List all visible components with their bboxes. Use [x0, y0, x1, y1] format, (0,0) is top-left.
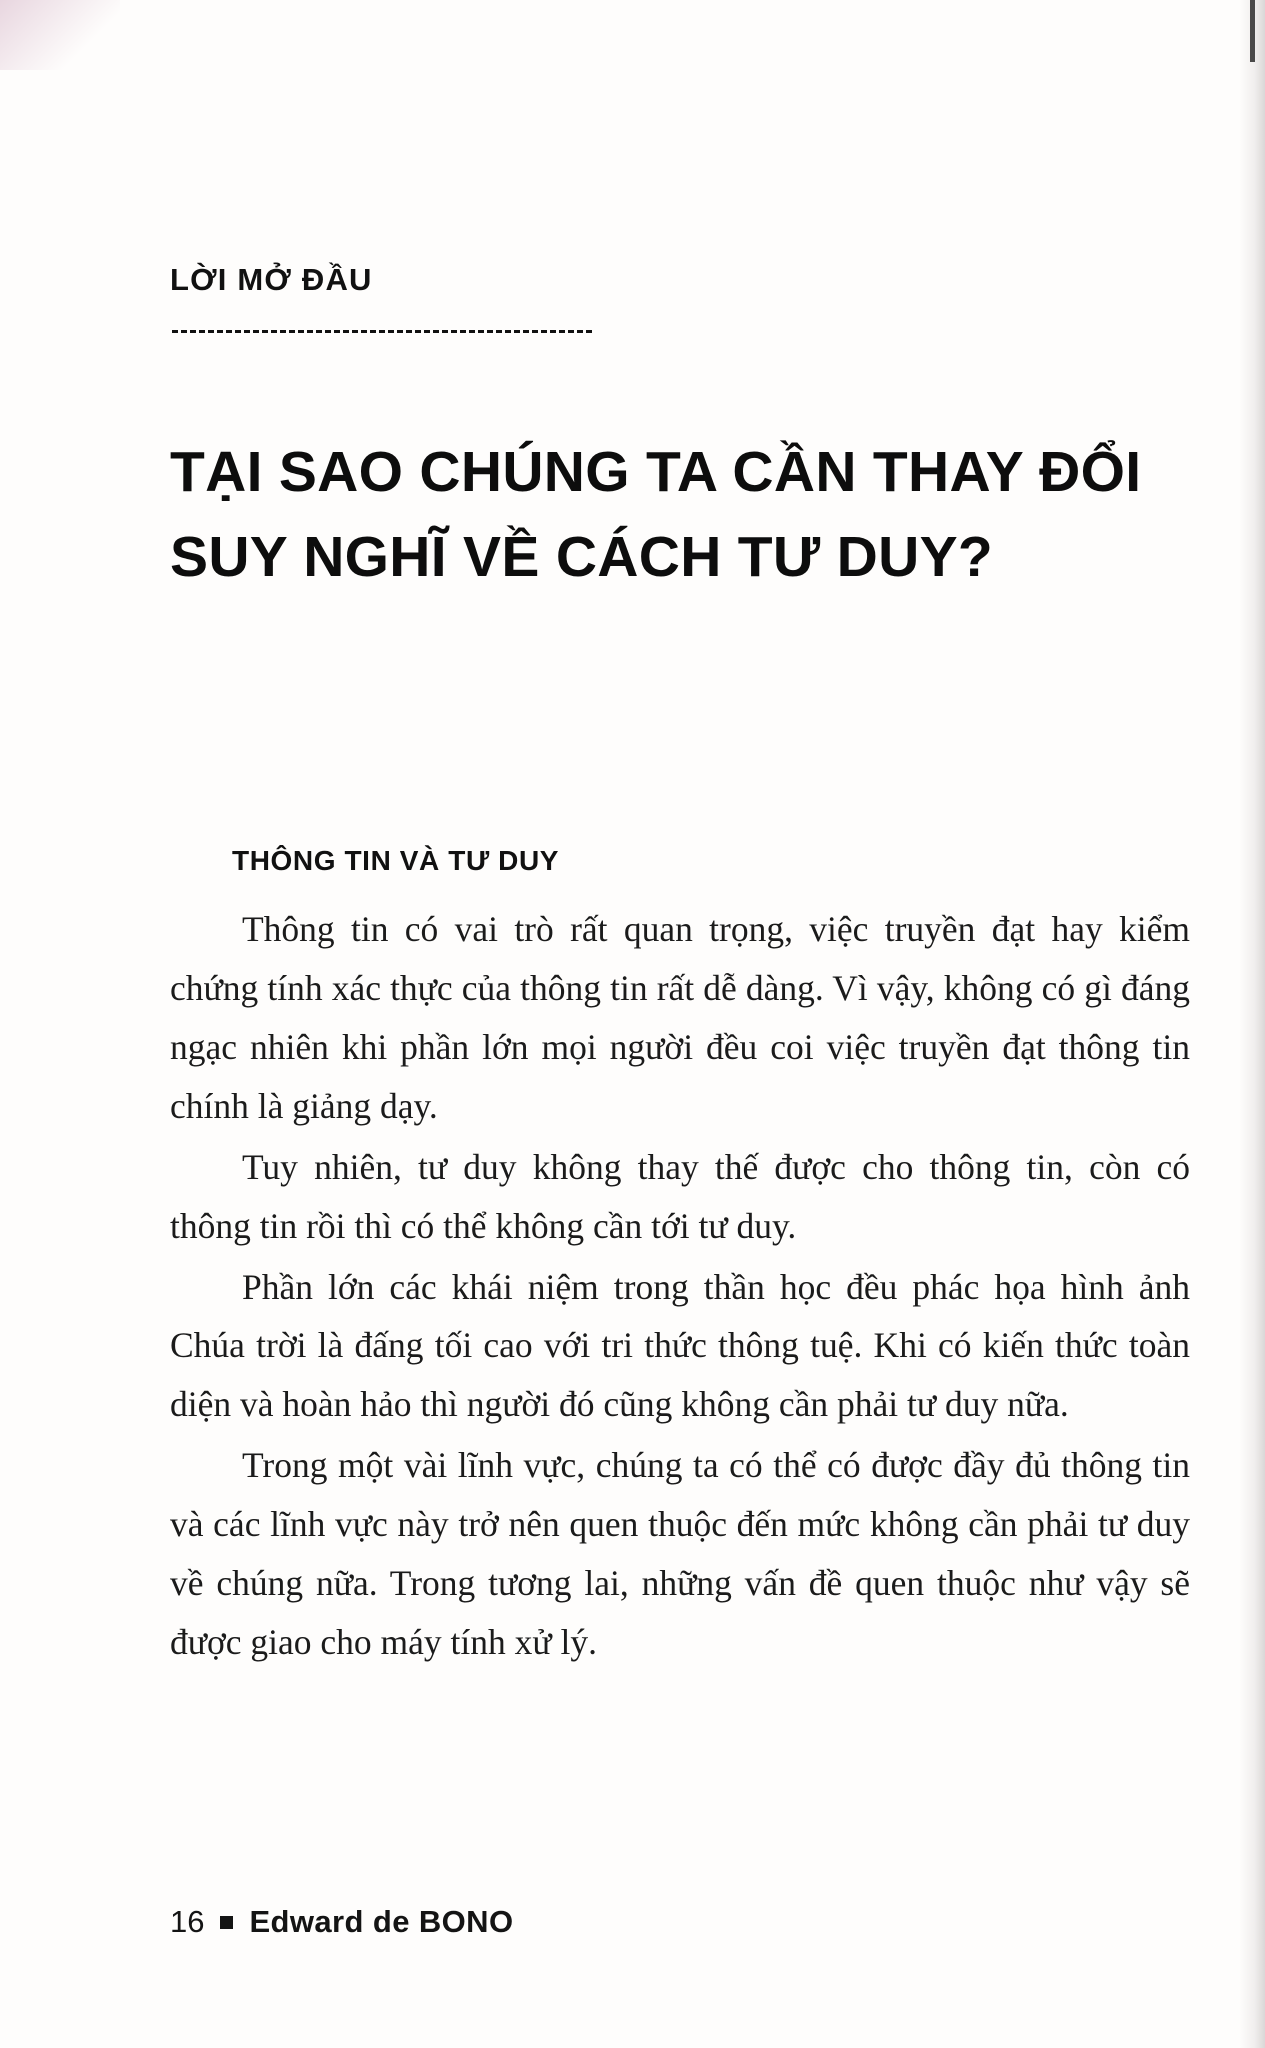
page-title: TẠI SAO CHÚNG TA CẦN THAY ĐỔI SUY NGHĨ VỀ CÁCH TƯ DUY?: [170, 440, 1142, 589]
square-bullet-icon: [220, 1916, 233, 1929]
paragraph: Tuy nhiên, tư duy không thay thế được cho thông tin, còn có thông tin rồi thì có thể không cần tới tư duy.: [170, 1146, 1190, 1246]
section-subheading: THÔNG TIN VÀ TƯ DUY: [232, 845, 560, 877]
paragraph: Thông tin có vai trò rất quan trọng, việc truyền đạt hay kiểm chứng tính xác thực của thông tin rất dễ dàng. Vì vậy, không có gì đáng ngạc nhiên khi phần lớn mọi người đều coi việc truyền đạt thông tin chính là giảng dạy.: [170, 909, 1190, 1126]
dashed-divider: [172, 330, 592, 333]
page-content: [170, 0, 1190, 2048]
paragraph: Phần lớn các khái niệm trong thần học đều phác họa hình ảnh Chúa trời là đấng tối cao với tri thức thông tuệ. Khi có kiến thức toàn diện và hoàn hảo thì người đó cũng không cần phải tư duy nữa.: [170, 1266, 1190, 1425]
section-kicker: LỜI MỞ ĐẦU: [170, 262, 373, 297]
body-text: [170, 900, 1190, 1674]
paragraph: Trong một vài lĩnh vực, chúng ta có thể có được đầy đủ thông tin và các lĩnh vực này trở nên quen thuộc đến mức không cần phải tư duy về chúng nữa. Trong tương lai, những vấn đề quen thuộc như vậy sẽ được giao cho máy tính xử lý.: [170, 1445, 1190, 1663]
page-number: 16: [170, 1904, 205, 1939]
page-corner-tint: [0, 0, 120, 70]
page-footer: [170, 1904, 513, 1940]
page-edge-mark: [1250, 0, 1255, 62]
page-gutter-shadow: [1239, 0, 1265, 2048]
running-head-author: Edward de BONO: [249, 1904, 514, 1939]
